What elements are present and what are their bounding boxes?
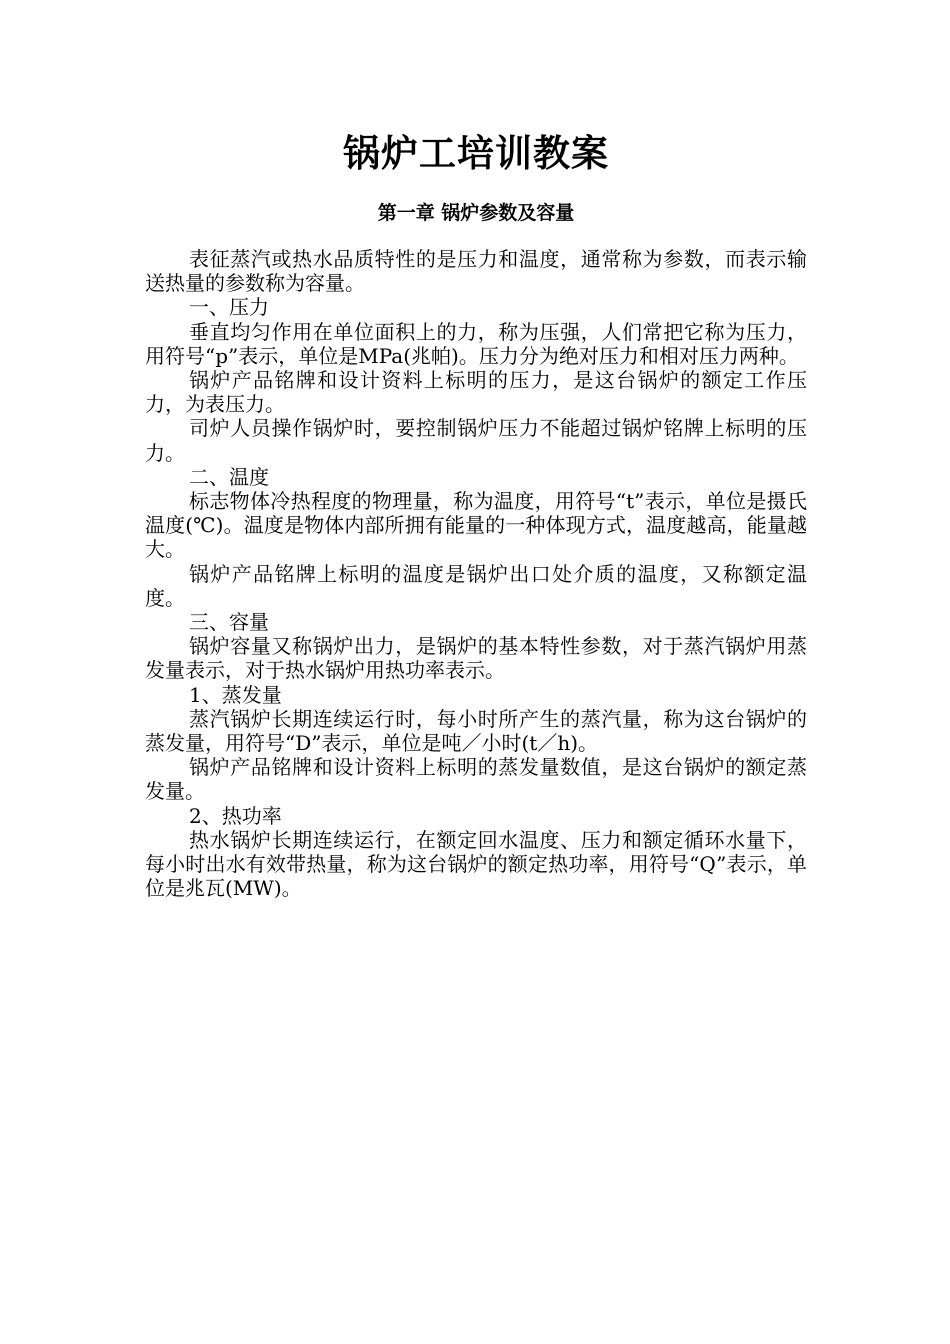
paragraph-thermal-power-definition: 热水锅炉长期连续运行，在额定回水温度、压力和额定循环水量下，每小时出水有效带热量，称为这台锅炉的额定热功率，用符号“Q”表示，单位是兆瓦(MW)。 [145, 827, 807, 901]
paragraph-rated-evaporation: 锅炉产品铭牌和设计资料上标明的蒸发量数值，是这台锅炉的额定蒸发量。 [145, 755, 807, 804]
chapter-title: 第一章 锅炉参数及容量 [377, 202, 575, 224]
paragraph-evaporation-definition: 蒸汽锅炉长期连续运行时，每小时所产生的蒸汽量，称为这台锅炉的蒸发量，用符号“D”表示，单位是吨／小时(t／h)。 [145, 706, 807, 756]
section-heading-temperature: 二、温度 [189, 464, 269, 489]
paragraph-capacity-definition: 锅炉容量又称锅炉出力，是锅炉的基本特性参数，对于蒸汽锅炉用蒸发量表示，对于热水锅炉用热功率表示。 [145, 634, 807, 683]
paragraph-intro: 表征蒸汽或热水品质特性的是压力和温度，通常称为参数，而表示输送热量的参数称为容量。 [145, 247, 807, 296]
paragraph-pressure-control: 司炉人员操作锅炉时，要控制锅炉压力不能超过锅炉铭牌上标明的压力。 [145, 416, 807, 465]
section-heading-pressure: 一、压力 [189, 295, 269, 320]
document-page [145, 118, 807, 900]
paragraph-temperature-definition: 标志物体冷热程度的物理量，称为温度，用符号“t”表示，单位是摄氏温度(℃)。温度是物体内部所拥有能量的一种体现方式，温度越高，能量越大。 [145, 489, 807, 562]
subsection-heading-thermal-power: 2、热功率 [189, 803, 282, 828]
document-body [145, 247, 807, 900]
paragraph-pressure-definition: 垂直均匀作用在单位面积上的力，称为压强，人们常把它称为压力，用符号“p”表示，单位是MPa(兆帕)。压力分为绝对压力和相对压力两种。 [145, 319, 807, 368]
paragraph-rated-temperature: 锅炉产品铭牌上标明的温度是锅炉出口处介质的温度，又称额定温度。 [145, 561, 807, 610]
document-title: 锅炉工培训教案 [343, 131, 609, 175]
subsection-heading-evaporation: 1、蒸发量 [189, 682, 282, 707]
section-heading-capacity: 三、容量 [189, 610, 269, 635]
paragraph-rated-pressure: 锅炉产品铭牌和设计资料上标明的压力，是这台锅炉的额定工作压力，为表压力。 [145, 368, 807, 417]
